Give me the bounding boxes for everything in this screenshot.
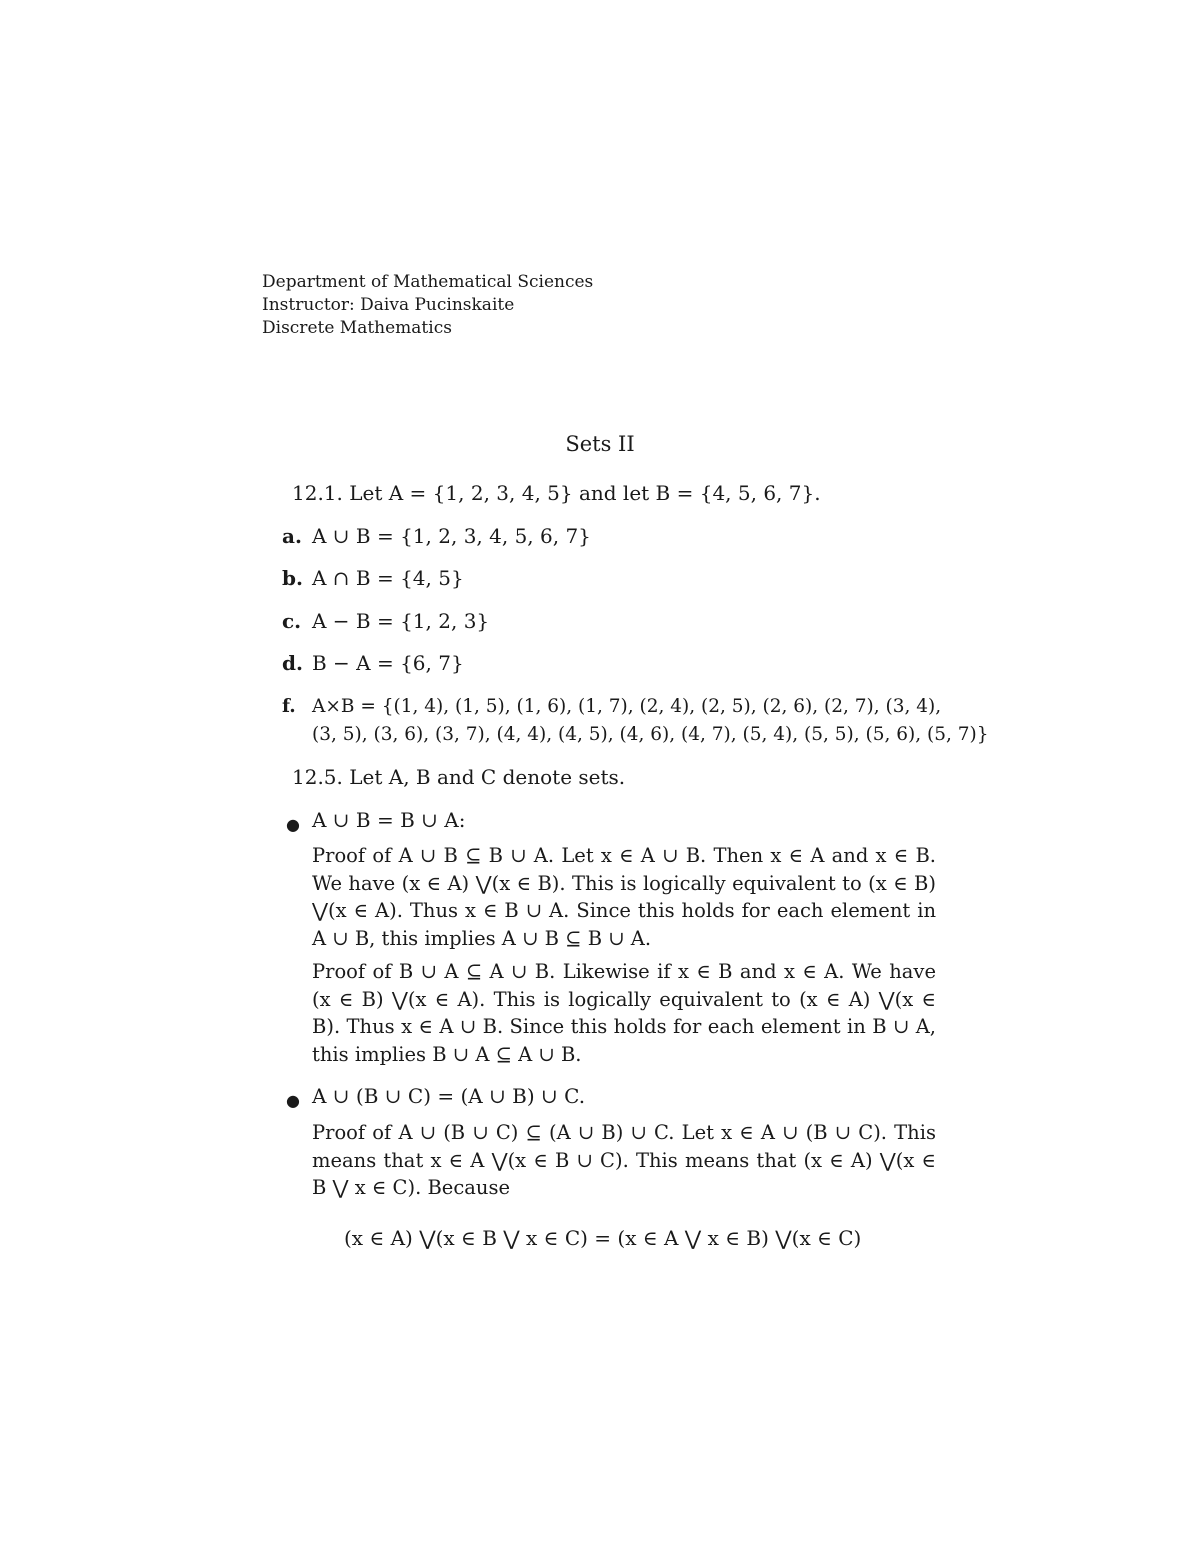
instructor-line: Instructor: Daiva Pucinskaite — [262, 295, 515, 315]
item-text: A ∪ B = {1, 2, 3, 4, 5, 6, 7} — [312, 524, 591, 548]
page-title: Sets II — [565, 432, 635, 456]
problem-12-1-statement: 12.1. Let A = {1, 2, 3, 4, 5} and let B = {4, 5, 6, 7}. — [292, 481, 821, 505]
item-a — [282, 523, 591, 550]
item-label: b. — [282, 566, 303, 590]
display-equation: (x ∈ A) ⋁(x ∈ B ⋁ x ∈ C) = (x ∈ A ⋁ x ∈ B) ⋁(x ∈ C) — [344, 1226, 862, 1250]
item-b — [282, 565, 464, 592]
item-d — [282, 650, 464, 677]
item-label: c. — [282, 609, 302, 633]
item-label: a. — [282, 524, 302, 548]
bullet-icon: ● — [286, 815, 300, 834]
bullet-icon: ● — [286, 1091, 300, 1110]
item-text: A×B = {(1, 4), (1, 5), (1, 6), (1, 7), (2, 4), (2, 5), (2, 6), (2, 7), (3, 4), — [312, 696, 942, 717]
proof-commutativity-part2: Proof of B ∪ A ⊆ A ∪ B. Likewise if x ∈ B and x ∈ A. We have (x ∈ B) ⋁(x ∈ A). This is logically equivalent to (x ∈ A) ⋁(x ∈ B). Thus x ∈ A ∪ B. Since this holds for each element in B ∪ A, this implies B ∪ A ⊆ A ∪ B. — [312, 960, 936, 1066]
item-c — [282, 608, 489, 635]
item-f-continued: (3, 5), (3, 6), (3, 7), (4, 4), (4, 5), (4, 6), (4, 7), (5, 4), (5, 5), (5, 6), (5, 7)} — [312, 724, 989, 745]
problem-12-5-statement: 12.5. Let A, B and C denote sets. — [292, 765, 626, 789]
item-label: d. — [282, 651, 303, 675]
course-line: Discrete Mathematics — [262, 318, 452, 338]
item-text: A − B = {1, 2, 3} — [312, 609, 490, 633]
proof-commutativity-part1: Proof of A ∪ B ⊆ B ∪ A. Let x ∈ A ∪ B. Then x ∈ A and x ∈ B. We have (x ∈ A) ⋁(x ∈ B). This is logically equivalent to (x ∈ B) ⋁(x ∈ A). Thus x ∈ B ∪ A. Since this holds for each element in A ∪ B, this implies A ∪ B ⊆ B ∪ A. — [312, 844, 936, 950]
proof-associativity-part1: Proof of A ∪ (B ∪ C) ⊆ (A ∪ B) ∪ C. Let x ∈ A ∪ (B ∪ C). This means that x ∈ A ⋁(x ∈ B ∪ C). This means that (x ∈ A) ⋁(x ∈ B ⋁ x ∈ C). Because — [312, 1121, 936, 1199]
item-f — [282, 693, 941, 720]
item-label: f. — [282, 696, 296, 717]
claim-associativity: A ∪ (B ∪ C) = (A ∪ B) ∪ C. — [312, 1084, 586, 1108]
department-line: Department of Mathematical Sciences — [262, 272, 594, 292]
item-text: A ∩ B = {4, 5} — [312, 566, 464, 590]
claim-commutativity: A ∪ B = B ∪ A: — [312, 808, 466, 832]
item-text: B − A = {6, 7} — [312, 651, 464, 675]
